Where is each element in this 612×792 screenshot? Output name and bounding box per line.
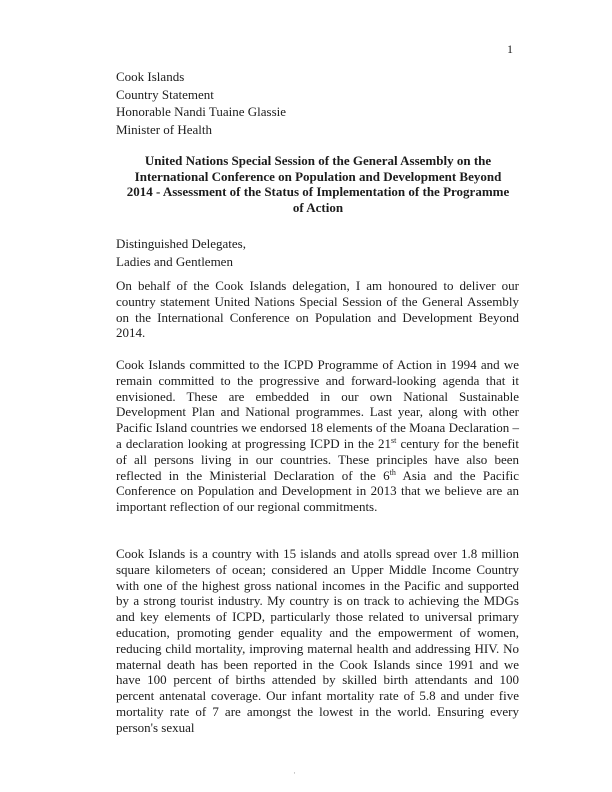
paragraph-3: Cook Islands is a country with 15 islands and atolls spread over 1.8 million square kilometers of ocean; considered an Upper Middle Income Country with one of the highest gross national incomes in the Pacific and supported by a strong tourist industry. My country is on track to achieving the MDGs and key elements of ICPD, particularly those related to universal primary education, promoting gender equality and the empowerment of women, reducing child mortality, improving maternal health and addressing HIV. No maternal death has been reported in the Cook Islands since 1991 and we have 100 percent of births attended by skilled birth attendants and 100 percent antenatal coverage. Our infant mortality rate of 5.8 and under five mortality rate of 7 are amongst the lowest in the world. Ensuring every person's sexual: [116, 546, 519, 735]
speaker-name: Honorable Nandi Tuaine Glassie: [116, 104, 287, 119]
paragraph-2-text-b: century for the benefit of all persons living in our countries. These principles have also been reflected in the Ministerial Declaration of the 6: [116, 435, 519, 483]
speaker-role: Minister of Health: [116, 121, 213, 137]
country-name: Cook Islands: [116, 69, 185, 84]
footer-mark: ·: [293, 768, 296, 778]
statement-type: Country Statement: [116, 86, 214, 102]
paragraph-2: [116, 357, 519, 515]
superscript-th: th: [389, 467, 396, 477]
salutation-line-1: Distinguished Delegates,: [116, 236, 246, 251]
paragraph-1: On behalf of the Cook Islands delegation, I am honoured to deliver our country statement United Nations Special Session of the General Assembly on the International Conference on Population and Development Beyond 2014.: [116, 278, 519, 341]
page-number: 1: [507, 42, 513, 56]
paragraph-2-text-c: Asia and the Pacific Conference on Population and Development in 2013 that we believe are an important reflection of our regional commitments.: [116, 467, 519, 515]
salutation-line-2: Ladies and Gentlemen: [116, 253, 233, 269]
sender-block: [116, 68, 286, 138]
document-title: United Nations Special Session of the General Assembly on the International Conference on Population and Development Beyond 2014 - Assessment of the Status of Implementation of the Programme of Action: [126, 153, 510, 215]
superscript-st: st: [390, 435, 397, 445]
paragraph-2-text-a: Cook Islands committed to the ICPD Programme of Action in 1994 and we remain committed to the progressive and forward-looking agenda that it envisioned. These are embedded in our own National Sustainable Development Plan and National programmes. Last year, along with other Pacific Island countries we endorsed 18 elements of the Moana Declaration – a declaration looking at progressing ICPD in the 21: [116, 357, 519, 451]
salutation: [116, 235, 246, 270]
